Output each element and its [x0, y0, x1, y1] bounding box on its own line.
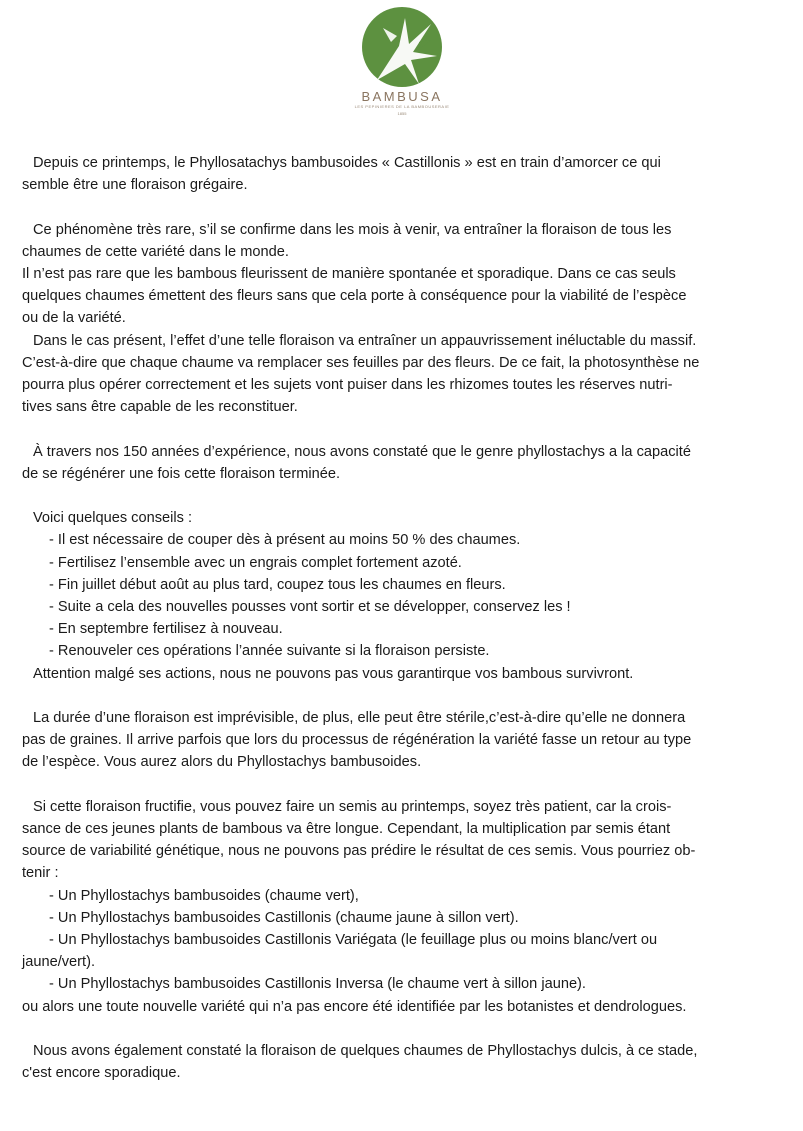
- paragraph-line: chaumes de cette variété dans le monde.: [22, 243, 289, 260]
- advice-item: - Renouveler ces opérations l’année suivante si la floraison persiste.: [49, 643, 490, 660]
- paragraph-line: Si cette floraison fructifie, vous pouvez faire un semis au printemps, soyez très patient, car la crois-: [33, 798, 672, 815]
- paragraph-line: À travers nos 150 années d’expérience, nous avons constaté que le genre phyllostachys a la capacité: [33, 443, 691, 460]
- variant-item-continuation: jaune/vert).: [22, 954, 96, 971]
- paragraph-line: sance de ces jeunes plants de bambous va être longue. Cependant, la multiplication par semis étant: [22, 821, 671, 838]
- paragraph-line: de l’espèce. Vous aurez alors du Phyllostachys bambusoides.: [22, 754, 422, 771]
- paragraph-line: ou de la variété.: [22, 310, 126, 327]
- advice-item: - En septembre fertilisez à nouveau.: [49, 621, 283, 638]
- document-body: [22, 152, 782, 1084]
- paragraph-line: quelques chaumes émettent des fleurs sans que cela porte à conséquence pour la viabilité de l’espèce: [22, 288, 687, 305]
- paragraph-line: Depuis ce printemps, le Phyllosatachys bambusoides « Castillonis » est en train d’amorcer ce qui: [33, 155, 661, 171]
- paragraph-line: c'est encore sporadique.: [22, 1065, 181, 1082]
- paragraph-line: de se régénérer une fois cette floraison terminée.: [22, 465, 340, 482]
- attention-line: Attention malgé ses actions, nous ne pouvons pas vous garantirque vos bambous survivront.: [33, 665, 634, 682]
- logo-year: 1855: [397, 111, 407, 116]
- advice-item: - Fertilisez l’ensemble avec un engrais complet fortement azoté.: [49, 554, 462, 571]
- paragraph-line: Nous avons également constaté la floraison de quelques chaumes de Phyllostachys dulcis, à ce stade,: [33, 1043, 698, 1060]
- advice-item: - Fin juillet début août au plus tard, coupez tous les chaumes en fleurs.: [49, 576, 506, 593]
- bamboo-leaf-icon: [361, 6, 443, 88]
- paragraph-line: La durée d’une floraison est imprévisible, de plus, elle peut être stérile,c’est-à-dire qu’elle ne donnera: [33, 710, 686, 727]
- paragraph-line: source de variabilité génétique, nous ne pouvons pas prédire le résultat de ces semis. Vous pourriez ob-: [22, 843, 696, 860]
- variant-item: - Un Phyllostachys bambusoides (chaume vert),: [49, 887, 359, 904]
- variant-item: - Un Phyllostachys bambusoides Castillonis Variégata (le feuillage plus ou moins blanc/vert ou: [49, 932, 658, 949]
- paragraph-line: tenir :: [22, 865, 59, 882]
- variant-item: - Un Phyllostachys bambusoides Castillonis Inversa (le chaume vert à sillon jaune).: [49, 976, 586, 993]
- paragraph-line: tives sans être capable de les reconstituer.: [22, 399, 298, 416]
- paragraph-line: C’est-à-dire que chaque chaume va remplacer ses feuilles par des fleurs. De ce fait, la photosynthèse ne: [22, 354, 700, 371]
- paragraph-line: ou alors une toute nouvelle variété qui n’a pas encore été identifiée par les botanistes et dendrologues.: [22, 998, 687, 1015]
- advice-item: - Suite a cela des nouvelles pousses vont sortir et se développer, conservez les !: [49, 599, 571, 616]
- advice-title: Voici quelques conseils :: [33, 510, 193, 527]
- advice-item: - Il est nécessaire de couper dès à présent au moins 50 % des chaumes.: [49, 532, 521, 549]
- paragraph-line: pas de graines. Il arrive parfois que lors du processus de régénération la variété fasse un retour au type: [22, 732, 692, 749]
- paragraph-line: Il n’est pas rare que les bambous fleurissent de manière spontanée et sporadique. Dans ce cas seuls: [22, 266, 676, 282]
- paragraph-line: Dans le cas présent, l’effet d’une telle floraison va entraîner un appauvrissement inéluctable du massif.: [33, 332, 697, 349]
- paragraph-line: pourra plus opérer correctement et les sujets vont puiser dans les rhizomes toutes les réserves nutri-: [22, 377, 673, 394]
- variant-item: - Un Phyllostachys bambusoides Castillonis (chaume jaune à sillon vert).: [49, 909, 519, 926]
- logo-name: BAMBUSA: [361, 89, 443, 104]
- logo-tagline: LES PEPINIERES DE LA BAMBOUSERAIE: [354, 104, 450, 109]
- paragraph-line: Ce phénomène très rare, s’il se confirme dans les mois à venir, va entraîner la floraison de tous les: [33, 221, 672, 238]
- paragraph-line: semble être une floraison grégaire.: [22, 177, 248, 194]
- bambusa-logo: [340, 6, 464, 124]
